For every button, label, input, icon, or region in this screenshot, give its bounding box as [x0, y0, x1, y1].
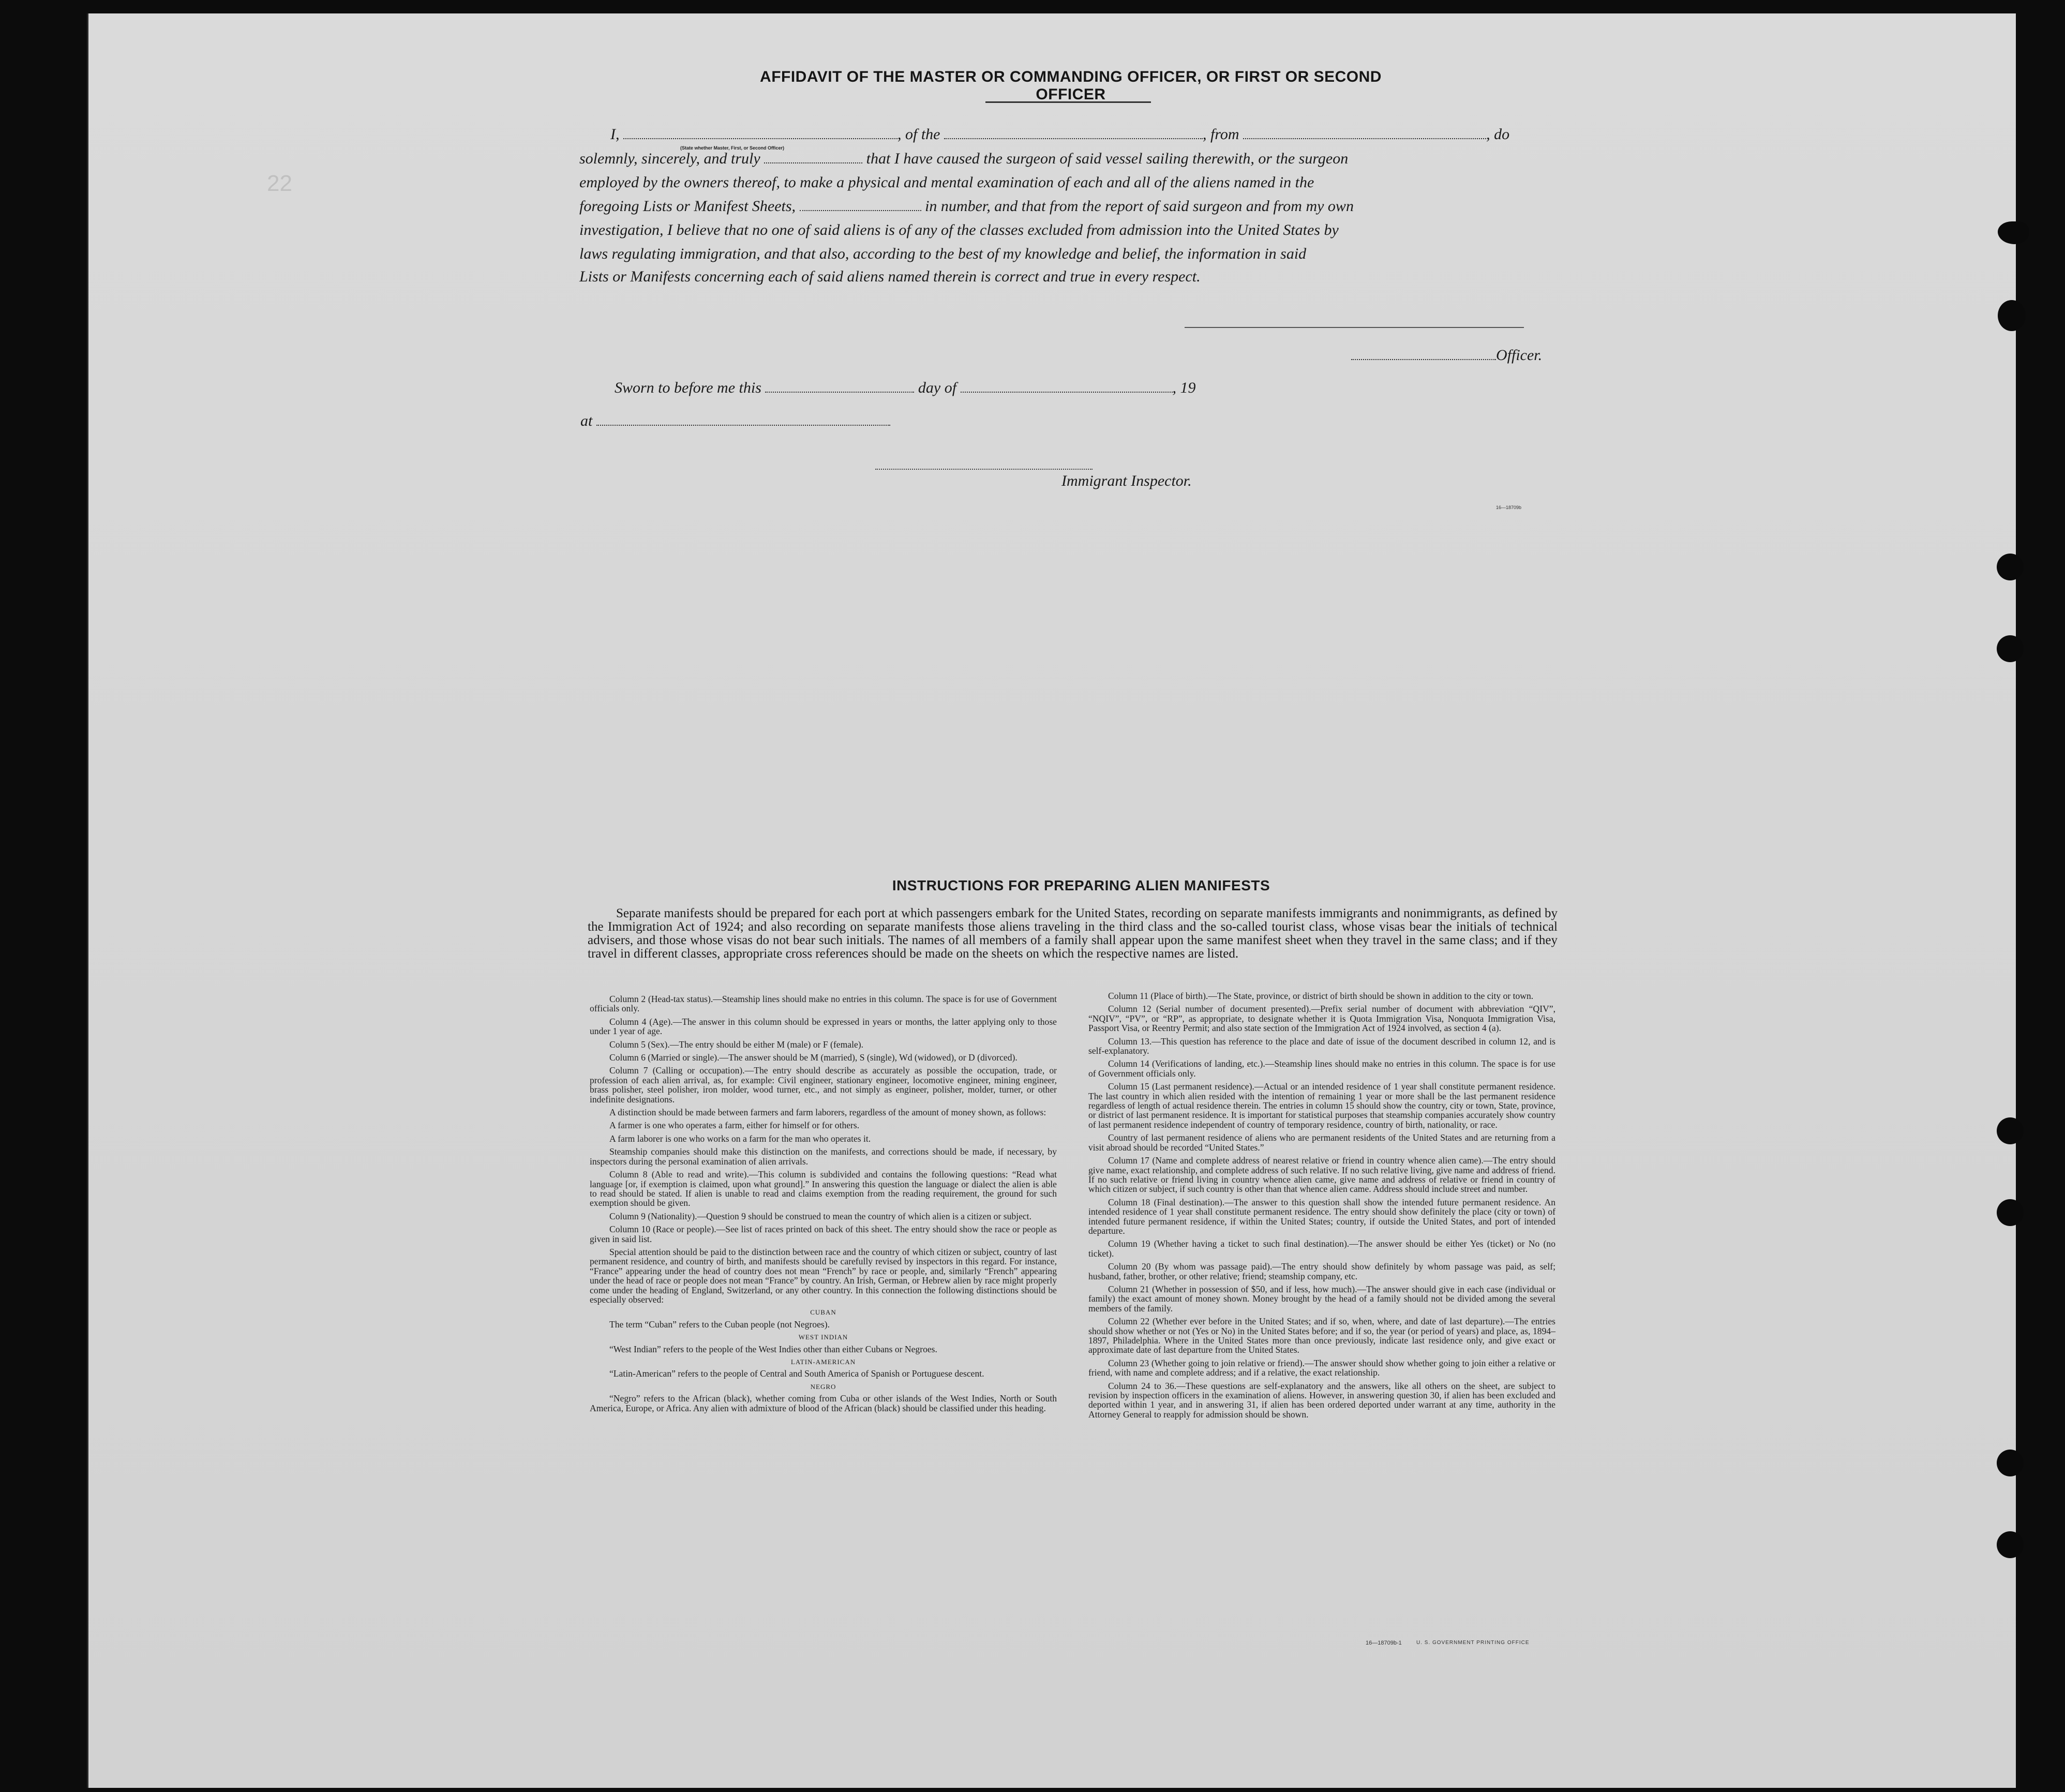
- officer-signature-blank[interactable]: [1351, 357, 1496, 360]
- intro-paragraph: Separate manifests should be prepared for each port at which passengers embark for the United States, recording on separate manifests immigrants and nonimmigrants, as defined by the Immigration Act of 1924; and also recording on separate manifests those aliens traveling in the third class and the so-called tourist class, whose visas bear the initials of technical advisers, and those whose visas do not bear such initials. The names of all members of a family shall appear upon the same manifest sheet when they travel in the same class; and if they travel in different classes, appropriate cross references should be made on the sheets on which the respective names are listed.: [588, 906, 1558, 961]
- farmer-definition: A farmer is one who operates a farm, either for himself or for others.: [609, 1120, 860, 1131]
- latin-american-heading: LATIN-AMERICAN: [790, 1358, 856, 1366]
- binder-hole: [1997, 1117, 2024, 1144]
- sworn-place-blank[interactable]: [596, 423, 890, 426]
- solemnly-text: solemnly, sincerely, and truly: [579, 150, 760, 167]
- column-17-instruction: Column 17 (Name and complete address of nearest relative or friend in country whence alien came).—The entry should give name, exact relationship, and complete address of such relative. If no such relative living, give name and address of friend. If no such relative or friend living in country whence alien came, give name and address of relative or friend in country of which citizen or subject, if such country is other than that whence alien came. Address should include street and number.: [1088, 1155, 1555, 1194]
- of-the-label: , of the: [897, 126, 940, 143]
- column-9-instruction: Column 9 (Nationality).—Question 9 should be construed to mean the country of which alien is a citizen or subject.: [609, 1211, 1031, 1221]
- affidavit-form-number: 16—18709b: [1496, 505, 1522, 510]
- sworn-text: Sworn to before me this: [615, 379, 761, 396]
- footer-printing-office: U. S. GOVERNMENT PRINTING OFFICE: [1416, 1640, 1530, 1646]
- bleed-through-mark: 22: [267, 171, 292, 196]
- affidavit-line-4: [579, 198, 1354, 215]
- column-7-instruction: Column 7 (Calling or occupation).—The entry should describe as accurately as possible the occupation, trade, or profession of each alien arrival, as, for example: Civil engineer, stationary engineer, locomotive engineer, mining engineer, brass polisher, steel polisher, iron molder, wood turner, etc., and not simply as engineer, polisher, molder, turner, or other indefinite designations.: [590, 1065, 1057, 1104]
- column-5-instruction: Column 5 (Sex).—The entry should be either M (male) or F (female).: [609, 1039, 864, 1050]
- affidavit-line-3: employed by the owners thereof, to make a physical and mental examination of each and all of the aliens named in the: [579, 174, 1314, 191]
- binder-hole: [1998, 300, 2026, 331]
- steamship-distinction: Steamship companies should make this distinction on the manifests, and corrections should be made, if necessary, by inspectors during the personal examination of alien arrivals.: [590, 1146, 1057, 1167]
- column-20-instruction: Column 20 (By whom was passage paid).—The entry should show definitely by whom passage was paid, as self; husband, father, brother, or other relative; friend; steamship company, etc.: [1088, 1261, 1555, 1281]
- affidavit-line-1: [610, 126, 1509, 143]
- sworn-date-blank[interactable]: [765, 390, 914, 393]
- instructions-right-column: [1088, 991, 1555, 1423]
- cuban-heading: CUBAN: [810, 1308, 836, 1317]
- at-line: [580, 412, 890, 430]
- us-residence-note: Country of last permanent residence of aliens who are permanent residents of the United States and are returning from a visit abroad should be recorded “United States.”: [1088, 1132, 1555, 1153]
- vessel-name-blank[interactable]: [944, 136, 1203, 139]
- column-15-instruction: Column 15 (Last permanent residence).—Actual or an intended residence of 1 year shall constitute permanent residence. The last country in which alien resided with the intention of remaining 1 year or more shall be the last permanent residence regardless of length of actual residence therein. The entries in column 15 should show the country, city or town, State, province, or district of last permanent residence. It is important for statistical purposes that steamship companies accurately show country of last permanent residence independent of country of temporary residence, country of birth, nationality, or race.: [1088, 1081, 1555, 1130]
- farmer-distinction: A distinction should be made between farmers and farm laborers, regardless of the amount of money shown, as follows:: [609, 1107, 1046, 1118]
- foregoing-lists-text: foregoing Lists or Manifest Sheets,: [579, 198, 796, 215]
- negro-heading: NEGRO: [810, 1382, 836, 1391]
- footer-form-number: 16—18709b-1: [1366, 1640, 1402, 1646]
- instructions-title: INSTRUCTIONS FOR PREPARING ALIEN MANIFESTS: [892, 877, 1270, 893]
- instructions-left-column: [590, 994, 1057, 1416]
- instructions-intro: [588, 907, 1558, 961]
- column-4-instruction: Column 4 (Age).—The answer in this column should be expressed in years or months, the latter applying only to those under 1 year of age.: [590, 1016, 1057, 1037]
- column-21-instruction: Column 21 (Whether in possession of $50, and if less, how much).—The answer should give in each case (individual or family) the exact amount of money shown. Money brought by the head of a family should not be divided among the several members of the family.: [1088, 1283, 1555, 1313]
- cuban-definition: The term “Cuban” refers to the Cuban people (not Negroes).: [609, 1319, 830, 1330]
- from-label: , from: [1203, 126, 1239, 143]
- sworn-line: [615, 379, 1196, 397]
- inspector-label: Immigrant Inspector.: [1061, 472, 1192, 489]
- column-14-instruction: Column 14 (Verifications of landing, etc.).—Steamship lines should make no entries in this column. The space is for use of Government officials only.: [1088, 1058, 1555, 1079]
- column-23-instruction: Column 23 (Whether going to join relative or friend).—The answer should show whether going to join either a relative or friend, with name and complete address; and if a relative, the exact relationship.: [1088, 1357, 1555, 1378]
- officer-label: Officer.: [1496, 347, 1543, 364]
- binder-hole: [1997, 554, 2024, 580]
- affidavit-title: AFFIDAVIT OF THE MASTER OR COMMANDING OFFICER, OR FIRST OR SECOND OFFICER: [760, 68, 1382, 103]
- officer-line: [1351, 347, 1542, 364]
- column-6-instruction: Column 6 (Married or single).—The answer should be M (married), S (single), Wd (widowed), or D (divorced).: [609, 1052, 1017, 1063]
- surgeon-text: that I have caused the surgeon of said vessel sailing therewith, or the surgeon: [866, 150, 1349, 167]
- column-13-instruction: Column 13.—This question has reference to the place and date of issue of the document described in column 12, and is self-explanatory.: [1088, 1036, 1555, 1056]
- affidavit-i-label: I,: [610, 126, 620, 143]
- column-22-instruction: Column 22 (Whether ever before in the United States; and if so, when, where, and date of last departure).—The entries should show whether or not (Yes or No) in the United States before; and if so, the year (or period of years) and place, as, 1894–1897, Philadelphia. Where in the United States more than once previously, indicate last residence only, and give exact or approximate date of last departure from the United States.: [1088, 1316, 1555, 1355]
- column-10-instruction: Column 10 (Race or people).—See list of races printed on back of this sheet. The entry should show the race or people as given in said list.: [590, 1224, 1057, 1244]
- column-12-instruction: Column 12 (Serial number of document presented).—Prefix serial number of document with abbreviation “QIV”, “NQIV”, “PV”, or “RP”, as appropriate, to designate whether it is Quota Immigration Visa, Nonquota Immigration Visa, Passport Visa, or Reentry Permit; and also state section of the Immigration Act of 1924 involved, as section 4 (a).: [1088, 1004, 1555, 1034]
- column-19-instruction: Column 19 (Whether having a ticket to such final destination).—The answer should be either Yes (ticket) or No (no ticket).: [1088, 1238, 1555, 1259]
- alien-count-blank[interactable]: [800, 208, 921, 211]
- oath-manner-blank[interactable]: [764, 160, 862, 163]
- rank-caption: (State whether Master, First, or Second Officer): [680, 145, 785, 151]
- binder-hole: [1997, 1531, 2024, 1558]
- column-11-instruction: Column 11 (Place of birth).—The State, province, or district of birth should be shown in addition to the city or town.: [1108, 991, 1534, 1001]
- binder-hole: [1997, 1199, 2024, 1226]
- day-of-label: day of: [918, 379, 957, 396]
- year-label: , 19: [1172, 379, 1196, 396]
- race-country-note: Special attention should be paid to the distinction between race and the country of which citizen or subject, country of last permanent residence, and country of birth, and manifests should be carefully revised by inspectors in this regard. For instance, “France” appearing under the head of country does not mean “French” by race or people, and, similarly “French” appearing under the head of race or people does not mean “France” by country. An Irish, German, or Hebrew alien by race might properly come under the heading of England, Switzerland, or any other country. In this connection the following distinctions should be especially observed:: [590, 1246, 1057, 1305]
- affidavit-line-5: investigation, I believe that no one of said aliens is of any of the classes excluded from admission into the United States by: [579, 221, 1339, 238]
- binder-hole: [1997, 1450, 2024, 1476]
- port-blank[interactable]: [1243, 136, 1486, 139]
- sworn-month-blank[interactable]: [961, 390, 1173, 393]
- column-2-instruction: Column 2 (Head-tax status).—Steamship lines should make no entries in this column. The space is for use of Government officials only.: [590, 994, 1057, 1014]
- affidavit-line-2: [579, 150, 1348, 168]
- title-divider: [985, 101, 1151, 103]
- inspector-signature-line[interactable]: [875, 469, 1093, 470]
- column-24-36-instruction: Column 24 to 36.—These questions are self-explanatory and the answers, like all others on the sheet, are subject to revision by inspection officers in the examination of aliens. However, in answering question 30, if alien has been excluded and deported within 1 year, and in answering 31, if alien has been ordered deported under warrant at any time, authority in the Attorney General to reapply for admission should be shown.: [1088, 1380, 1555, 1420]
- west-indian-heading: WEST INDIAN: [798, 1333, 848, 1341]
- latin-american-definition: “Latin-American” refers to the people of Central and South America of Spanish or Portuguese descent.: [609, 1368, 984, 1379]
- officer-rank-blank[interactable]: [623, 136, 897, 139]
- in-number-text: in number, and that from the report of said surgeon and from my own: [925, 198, 1354, 215]
- signature-line[interactable]: [1185, 327, 1524, 328]
- at-label: at: [580, 412, 593, 429]
- farm-laborer-definition: A farm laborer is one who works on a farm for the man who operates it.: [609, 1133, 871, 1144]
- column-18-instruction: Column 18 (Final destination).—The answer to this question shall show the intended future permanent residence. An intended residence of 1 year shall constitute permanent residence. The entry should show definitely the place (city or town) of intended future permanent residence, if within the United States; country, if outside the United States, and port of intended departure.: [1088, 1197, 1555, 1236]
- column-8-instruction: Column 8 (Able to read and write).—This column is subdivided and contains the following questions: “Read what language [or, if exemption is claimed, upon what ground].” In answering this question the language or dialect the alien is able to read should be stated. If alien is unable to read and claims exemption from the reading requirement, the ground for such exemption should be given.: [590, 1169, 1057, 1208]
- affidavit-line-7: Lists or Manifests concerning each of said aliens named therein is correct and true in every respect.: [579, 268, 1201, 285]
- do-label: , do: [1486, 126, 1510, 143]
- negro-definition: “Negro” refers to the African (black), whether coming from Cuba or other islands of the West Indies, North or South America, Europe, or Africa. Any alien with admixture of blood of the African (black) should be classified under this heading.: [590, 1393, 1057, 1413]
- west-indian-definition: “West Indian” refers to the people of the West Indies other than either Cubans or Negroes.: [609, 1343, 937, 1354]
- binder-hole: [1997, 635, 2024, 662]
- affidavit-line-6: laws regulating immigration, and that also, according to the best of my knowledge and belief, the information in said: [579, 245, 1307, 262]
